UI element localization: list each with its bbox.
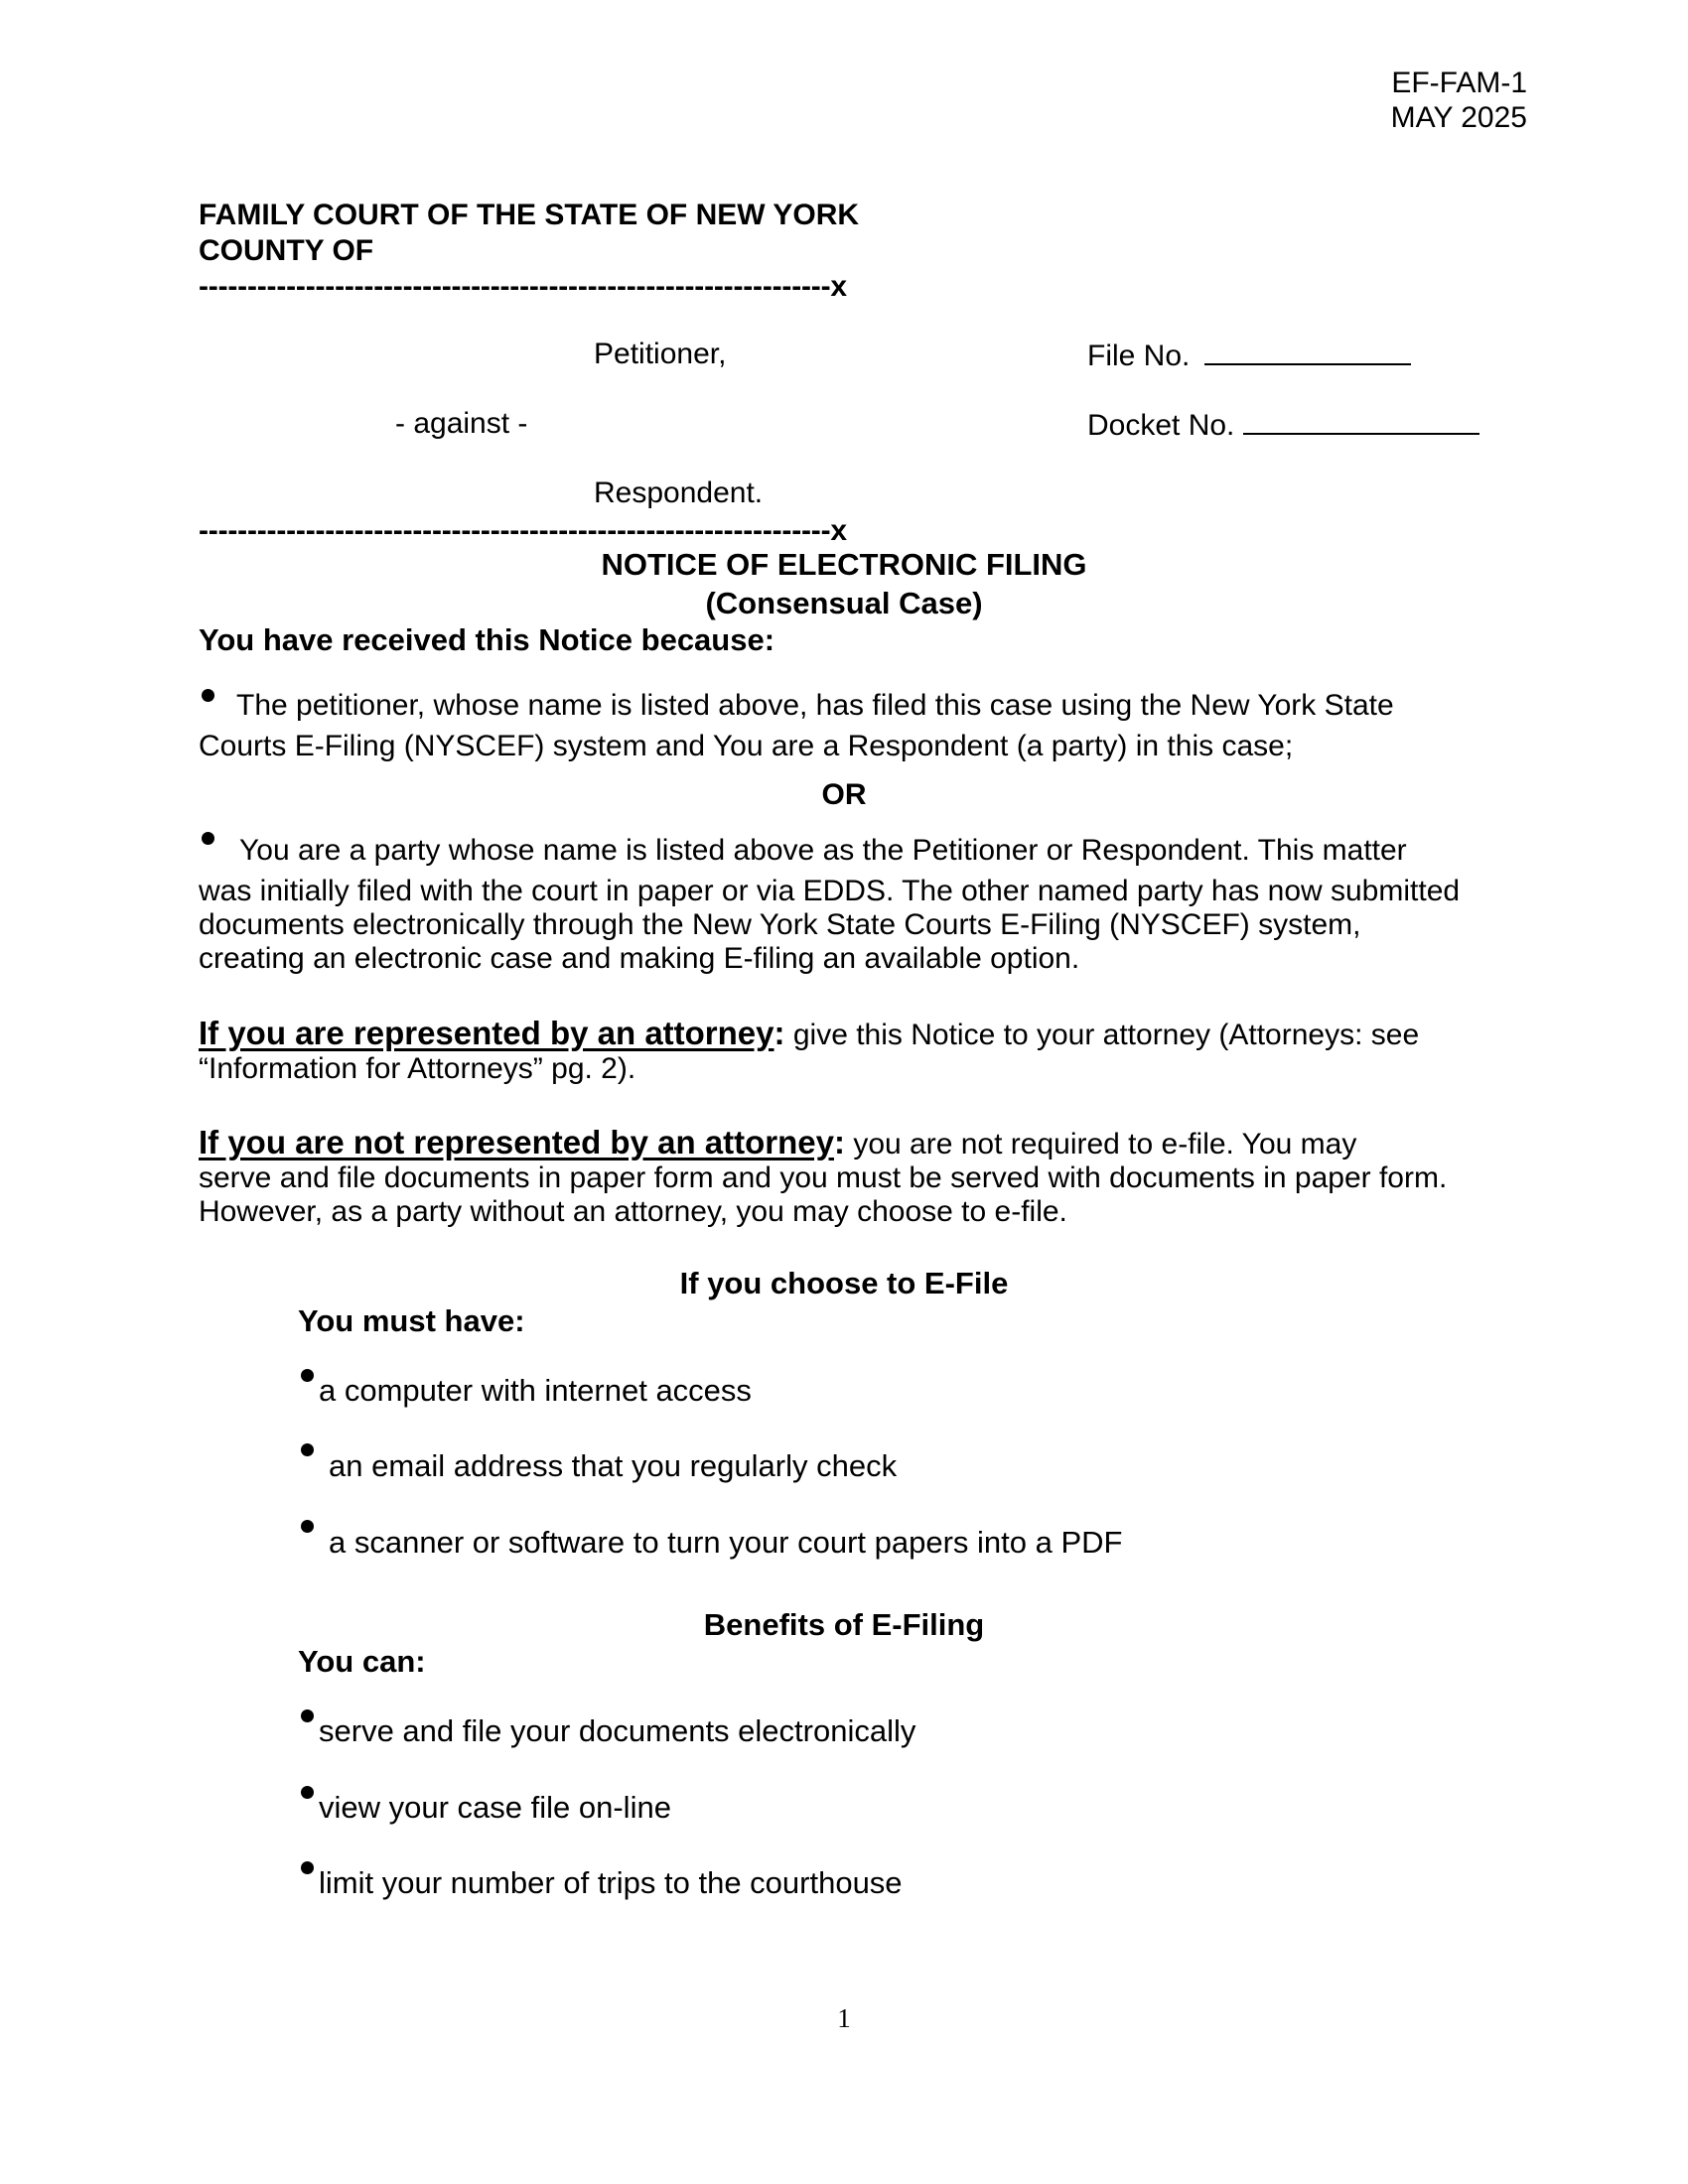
not-represented-colon: : (834, 1124, 845, 1160)
represented-colon: : (774, 1015, 785, 1051)
file-no-label: File No. (1087, 340, 1191, 372)
not-represented-line-3: However, as a party without an attorney, you may choose to e-file. (199, 1195, 1067, 1228)
benefits-item-2: view your case file on-line (319, 1790, 671, 1825)
represented-line-2: “Information for Attorneys” pg. 2). (199, 1052, 636, 1085)
docket-no-blank (1243, 407, 1479, 435)
form-identifier (1391, 66, 1527, 135)
efile-item-3: a scanner or software to turn your court papers into a PDF (329, 1525, 1123, 1560)
efile-item-2: an email address that you regularly check (329, 1448, 898, 1483)
not-represented-section (199, 1126, 1509, 1229)
respondent-label: Respondent. (594, 477, 764, 509)
form-date: MAY 2025 (1390, 101, 1527, 134)
benefits-item-3: limit your number of trips to the courthouse (319, 1865, 903, 1900)
notice-subtitle: (Consensual Case) (705, 586, 983, 620)
reason-bullet-1 (199, 689, 1509, 763)
page-number: 1 (837, 2003, 851, 2033)
represented-section (199, 1017, 1509, 1086)
reason-bullet-2-line-3: documents electronically through the New York State Courts E-Filing (NYSCEF) system, (199, 908, 1361, 941)
docket-no-field (1087, 407, 1479, 443)
bullet-icon (301, 1520, 314, 1533)
reason-bullet-2-line-2: was initially filed with the court in paper or via EDDS. The other named party has now submitted (199, 875, 1461, 907)
represented-heading: If you are represented by an attorney (199, 1015, 774, 1051)
reason-bullet-1-line-1: The petitioner, whose name is listed above, has filed this case using the New York State (236, 689, 1394, 722)
reason-bullet-2 (199, 834, 1509, 976)
efile-subheading: You must have: (298, 1303, 525, 1338)
county-label: COUNTY OF (199, 234, 374, 267)
benefits-subheading: You can: (298, 1644, 426, 1679)
bullet-icon (301, 1861, 314, 1874)
reason-bullet-2-line-4: creating an electronic case and making E-filing an available option. (199, 942, 1080, 975)
notice-title: NOTICE OF ELECTRONIC FILING (601, 547, 1087, 582)
bullet-icon (301, 1786, 314, 1799)
or-separator: OR (821, 778, 867, 811)
caption-bottom-divider: -----------------------------------------------------------------x (199, 514, 847, 547)
represented-line-1: give this Notice to your attorney (Attorneys: see (784, 1019, 1420, 1051)
not-represented-line-2: serve and file documents in paper form and you must be served with documents in paper form. (199, 1161, 1448, 1194)
benefits-item-1: serve and file your documents electronically (319, 1713, 916, 1748)
reason-bullet-2-line-1: You are a party whose name is listed above as the Petitioner or Respondent. This matter (239, 834, 1407, 867)
against-label: - against - (395, 407, 528, 440)
court-name: FAMILY COURT OF THE STATE OF NEW YORK (199, 199, 860, 231)
docket-no-label: Docket No. (1087, 409, 1235, 442)
form-code: EF-FAM-1 (1391, 67, 1527, 99)
bullet-icon (301, 1709, 314, 1722)
efile-heading: If you choose to E-File (679, 1266, 1009, 1300)
file-no-field (1087, 338, 1411, 373)
reason-heading: You have received this Notice because: (199, 622, 775, 657)
not-represented-line-1: you are not required to e-file. You may (845, 1128, 1357, 1160)
file-no-blank (1204, 338, 1411, 365)
bullet-icon (301, 1369, 314, 1382)
petitioner-label: Petitioner, (594, 338, 727, 370)
not-represented-heading: If you are not represented by an attorney (199, 1124, 834, 1160)
efile-item-1: a computer with internet access (319, 1373, 752, 1408)
benefits-heading: Benefits of E-Filing (703, 1607, 985, 1642)
bullet-icon (301, 1443, 314, 1456)
reason-bullet-1-line-2: Courts E-Filing (NYSCEF) system and You are a Respondent (a party) in this case; (199, 730, 1294, 762)
caption-top-divider: -----------------------------------------------------------------x (199, 270, 847, 303)
